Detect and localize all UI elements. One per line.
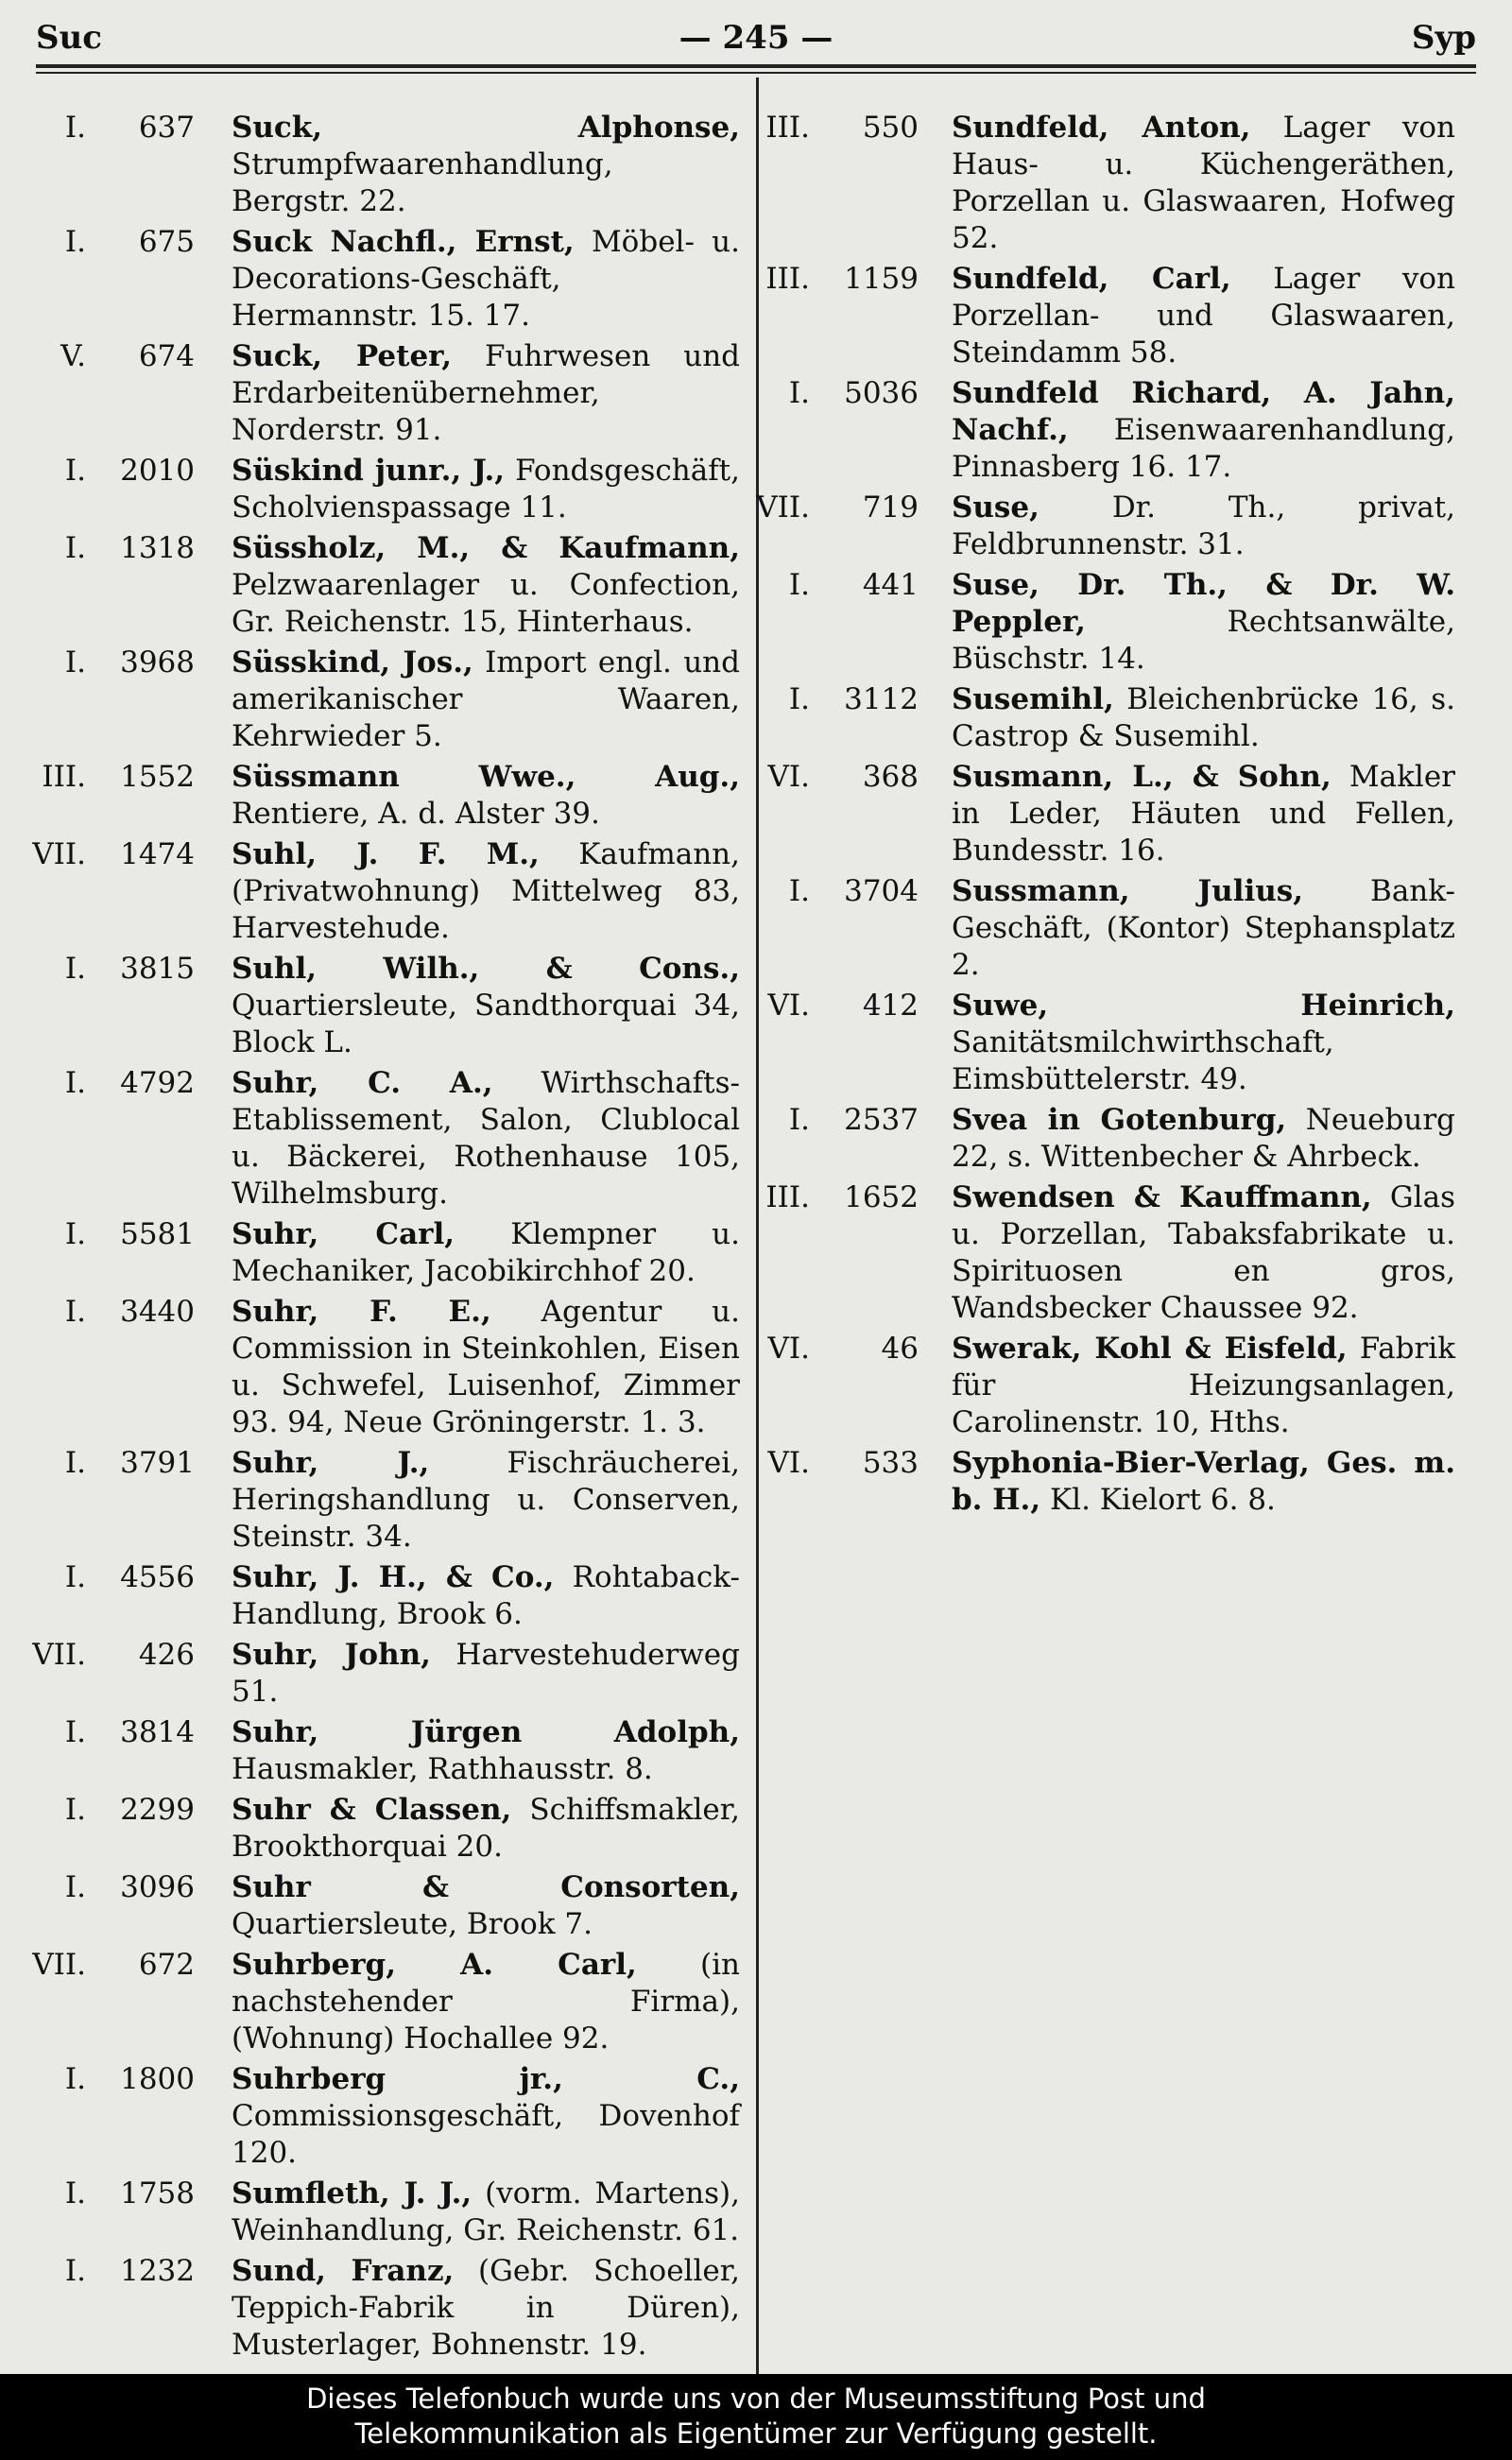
entry-details: Fondsgeschäft, Scholvienspassage 11. — [232, 454, 740, 525]
line-number: 1758 — [120, 2176, 195, 2211]
entry-text — [232, 1216, 740, 1290]
directory-entry — [756, 1445, 1455, 1519]
directory-entry — [756, 873, 1455, 984]
entry-text — [232, 1637, 740, 1711]
directory-entry — [45, 338, 740, 449]
entry-details: Bleichenbrücke 16, s. Castrop & Susemihl. — [952, 682, 1455, 753]
entry-text — [952, 261, 1455, 371]
entry-name: Sumfleth, J. J., — [232, 2176, 472, 2211]
entry-details: Sanitätsmilchwirthschaft, Eimsbüttelerstr. 49. — [952, 1025, 1334, 1096]
entry-name: Sundfeld, Carl, — [952, 262, 1231, 296]
directory-entry — [756, 375, 1455, 486]
entry-name: Swendsen & Kauffmann, — [952, 1180, 1372, 1214]
entry-details: Rentiere, A. d. Alster 39. — [232, 797, 600, 831]
entry-text — [232, 645, 740, 755]
directory-entry — [756, 110, 1455, 257]
exchange-district: I. — [788, 376, 810, 410]
line-number: 719 — [862, 490, 919, 525]
exchange-district: I. — [64, 1295, 86, 1329]
exchange-district: I. — [64, 2176, 86, 2211]
entry-details: (Gebr. Schoeller, Teppich-Fabrik in Düren), Musterlager, Bohnenstr. 19. — [232, 2254, 741, 2362]
directory-entry — [32, 836, 740, 947]
entry-details: Neueburg 22, s. Wittenbecher & Ahrbeck. — [952, 1103, 1456, 1174]
exchange-district: VII. — [32, 1948, 86, 1982]
entry-text — [232, 338, 740, 449]
entry-name: Suhr, C. A., — [232, 1066, 493, 1100]
line-number: 5581 — [120, 1217, 195, 1251]
line-number: 2537 — [844, 1103, 919, 1137]
line-number: 3096 — [120, 1870, 195, 1904]
line-number: 3815 — [120, 952, 195, 986]
entry-name: Suhrberg, A. Carl, — [232, 1948, 637, 1982]
entry-details: (vorm. Martens), Weinhandlung, Gr. Reichenstr. 61. — [232, 2176, 740, 2247]
entry-details: Fabrik für Heizungsanlagen, Carolinenstr. 10, Hths. — [952, 1332, 1455, 1439]
line-number: 637 — [138, 111, 195, 145]
entry-text — [952, 681, 1455, 755]
line-number: 4792 — [120, 1066, 195, 1100]
exchange-district: VI. — [767, 989, 810, 1023]
line-number: 675 — [138, 225, 195, 259]
entry-details: Lager von Haus- u. Küchengeräthen, Porzellan u. Glaswaaren, Hofweg 52. — [952, 111, 1455, 255]
entry-name: Suhl, Wilh., & Cons., — [232, 952, 740, 986]
line-number: 426 — [138, 1638, 195, 1672]
line-number: 1552 — [120, 760, 195, 794]
left-column — [32, 110, 741, 2367]
directory-entry — [756, 1102, 1455, 1176]
entry-details: Quartiersleute, Sandthorquai 34, Block L. — [232, 989, 740, 1059]
directory-entry — [32, 1637, 740, 1711]
entry-text — [952, 988, 1455, 1098]
entry-text — [952, 375, 1455, 486]
line-number: 441 — [862, 568, 919, 602]
entry-details: Import engl. und amerikanischer Waaren, Kehrwieder 5. — [232, 645, 740, 753]
directory-entry — [756, 681, 1455, 755]
entry-text — [232, 110, 740, 220]
entry-details: Commissionsgeschäft, Dovenhof 120. — [232, 2099, 740, 2170]
directory-entry — [756, 1331, 1455, 1441]
exchange-district: VI. — [767, 1332, 810, 1366]
exchange-district: I. — [788, 682, 810, 716]
entry-text — [232, 530, 740, 641]
entry-text — [232, 1714, 740, 1788]
exchange-district: I. — [788, 1103, 810, 1137]
right-column — [756, 110, 1455, 1522]
entry-name: Suhr & Consorten, — [232, 1870, 740, 1904]
exchange-district: I. — [64, 1217, 86, 1251]
entry-name: Sund, Franz, — [232, 2254, 455, 2288]
page-number: — 245 — — [679, 19, 833, 57]
entry-details: Bank-Geschäft, (Kontor) Stephansplatz 2. — [952, 874, 1455, 982]
entry-text — [952, 1331, 1455, 1441]
entry-name: Suhr, Jürgen Adolph, — [232, 1715, 740, 1749]
entry-details: Rohtaback-Handlung, Brook 6. — [232, 1560, 740, 1631]
exchange-district: I. — [64, 2062, 86, 2096]
directory-entry — [45, 951, 740, 1061]
line-number: 3814 — [120, 1715, 195, 1749]
directory-entry — [45, 1869, 740, 1943]
entry-details: Strumpfwaarenhandlung, Bergstr. 22. — [232, 147, 613, 218]
exchange-district: I. — [64, 1870, 86, 1904]
entry-name: Suck, Alphonse, — [232, 111, 740, 145]
entry-name: Suck, Peter, — [232, 339, 453, 373]
line-number: 5036 — [844, 376, 919, 410]
entry-text — [232, 453, 740, 526]
header-rule — [36, 64, 1476, 68]
entry-name: Suhr, J., — [232, 1446, 430, 1480]
line-number: 1232 — [120, 2254, 195, 2288]
entry-details: Lager von Porzellan- und Glaswaaren, Steindamm 58. — [952, 262, 1455, 370]
directory-entry — [756, 567, 1455, 678]
line-number: 1474 — [120, 837, 195, 871]
line-number: 3704 — [844, 874, 919, 908]
exchange-district: I. — [64, 111, 86, 145]
directory-entry — [45, 1216, 740, 1290]
line-number: 3791 — [120, 1446, 195, 1480]
entry-name: Swerak, Kohl & Eisfeld, — [952, 1332, 1348, 1366]
entry-details: Fuhrwesen und Erdarbeitenübernehmer, Norderstr. 91. — [232, 339, 741, 447]
directory-entry — [45, 224, 740, 335]
exchange-district: I. — [64, 645, 86, 680]
entry-name: Sussmann, Julius, — [952, 874, 1304, 908]
entry-name: Susmann, L., & Sohn, — [952, 760, 1332, 794]
directory-entry — [45, 2176, 740, 2249]
exchange-district: I. — [64, 1793, 86, 1827]
line-number: 672 — [138, 1948, 195, 1982]
entry-name: Suse, — [952, 490, 1040, 525]
exchange-district: VI. — [767, 1446, 810, 1480]
directory-entry — [45, 110, 740, 220]
entry-name: Svea in Gotenburg, — [952, 1103, 1287, 1137]
entry-text — [232, 1792, 740, 1866]
entry-name: Syphonia-Bier-Verlag, Ges. m. b. H., — [952, 1446, 1455, 1517]
entry-details: Fischräucherei, Heringshandlung u. Conserven, Steinstr. 34. — [232, 1446, 740, 1554]
line-number: 412 — [862, 989, 919, 1023]
entry-details: Pelzwaarenlager u. Confection, Gr. Reichenstr. 15, Hinterhaus. — [232, 568, 740, 639]
entry-name: Sundfeld Richard, A. Jahn, Nachf., — [952, 376, 1455, 447]
line-number: 533 — [862, 1446, 919, 1480]
directory-entry — [45, 1714, 740, 1788]
directory-entry — [756, 988, 1455, 1098]
entry-details: Dr. Th., privat, Feldbrunnenstr. 31. — [952, 490, 1455, 561]
entry-name: Suhrberg jr., C., — [232, 2062, 740, 2096]
header-left-keyword: Suc — [36, 19, 102, 57]
entry-name: Süssholz, M., & Kaufmann, — [232, 531, 740, 565]
directory-entry — [45, 453, 740, 526]
entry-text — [232, 759, 740, 833]
entry-details: Agentur u. Commission in Steinkohlen, Eisen u. Schwefel, Luisenhof, Zimmer 93. 94, Neue Gröningerstr. 1. 3. — [232, 1295, 740, 1439]
line-number: 1652 — [844, 1180, 919, 1214]
directory-entry — [45, 1294, 740, 1441]
footer-line-2: Telekommunikation als Eigentümer zur Verfügung gestellt. — [354, 2417, 1158, 2450]
directory-entry — [45, 1559, 740, 1633]
entry-text — [232, 2176, 740, 2249]
line-number: 3968 — [120, 645, 195, 680]
line-number: 1800 — [120, 2062, 195, 2096]
entry-name: Suck Nachfl., Ernst, — [232, 225, 575, 259]
entry-text — [952, 1179, 1455, 1327]
exchange-district: I. — [64, 2254, 86, 2288]
entry-text — [952, 567, 1455, 678]
entry-details: Rechtsanwälte, Büschstr. 14. — [952, 605, 1455, 676]
entry-text — [232, 1559, 740, 1633]
header-rule-thin — [36, 72, 1476, 74]
entry-details: Möbel- u. Decorations-Geschäft, Hermannstr. 15. 17. — [232, 225, 740, 333]
line-number: 368 — [862, 760, 919, 794]
exchange-district: I. — [64, 531, 86, 565]
entry-details: Kaufmann, (Privatwohnung) Mittelweg 83, Harvestehude. — [232, 837, 740, 945]
entry-name: Süsskind, Jos., — [232, 645, 473, 680]
exchange-district: I. — [788, 874, 810, 908]
entry-details: (in nachstehender Firma), (Wohnung) Hochallee 92. — [232, 1948, 740, 2056]
footer-notice — [0, 2374, 1512, 2460]
directory-entry — [42, 759, 740, 833]
directory-entry — [45, 1792, 740, 1866]
entry-text — [232, 2253, 740, 2364]
header-right-keyword: Syp — [1411, 19, 1476, 57]
directory-entry — [32, 1947, 740, 2057]
entry-text — [232, 1445, 740, 1556]
line-number: 674 — [138, 339, 195, 373]
entry-name: Suhr, F. E., — [232, 1295, 491, 1329]
entry-text — [232, 1869, 740, 1943]
entry-text — [232, 224, 740, 335]
line-number: 46 — [881, 1332, 919, 1366]
exchange-district: III. — [42, 760, 86, 794]
entry-name: Suse, Dr. Th., & Dr. W. Peppler, — [952, 568, 1455, 639]
directory-entry — [756, 1179, 1455, 1327]
entry-text — [232, 951, 740, 1061]
exchange-district: VI. — [767, 760, 810, 794]
exchange-district: I. — [64, 225, 86, 259]
line-number: 1159 — [844, 262, 919, 296]
entry-text — [952, 1102, 1455, 1176]
entry-details: Wirthschafts-Etablissement, Salon, Clublocal u. Bäckerei, Rothenhause 105, Wilhelmsburg. — [232, 1066, 740, 1211]
entry-name: Suhl, J. F. M., — [232, 837, 540, 871]
entry-text — [232, 1065, 740, 1213]
exchange-district: I. — [64, 1715, 86, 1749]
exchange-district: I. — [64, 952, 86, 986]
entry-text — [232, 836, 740, 947]
page-header — [36, 13, 1476, 66]
entry-details: Harvestehuderweg 51. — [232, 1638, 740, 1709]
directory-entry — [756, 261, 1455, 371]
footer-line-1: Dieses Telefonbuch wurde uns von der Museumsstiftung Post und — [306, 2383, 1206, 2415]
exchange-district: III. — [765, 262, 810, 296]
entry-name: Suhr, Carl, — [232, 1217, 455, 1251]
exchange-district: III. — [765, 1180, 810, 1214]
entry-text — [952, 759, 1455, 869]
entry-name: Suhr, John, — [232, 1638, 431, 1672]
exchange-district: III. — [765, 111, 810, 145]
exchange-district: I. — [64, 1066, 86, 1100]
entry-text — [952, 490, 1455, 563]
exchange-district: VII. — [32, 837, 86, 871]
directory-entry — [756, 490, 1455, 563]
exchange-district: I. — [64, 1446, 86, 1480]
entry-name: Süssmann Wwe., Aug., — [232, 760, 740, 794]
entry-details: Glas u. Porzellan, Tabaksfabrikate u. Spirituosen en gros, Wandsbecker Chaussee 92. — [952, 1180, 1455, 1325]
entry-text — [232, 2061, 740, 2172]
entry-details: Klempner u. Mechaniker, Jacobikirchhof 20. — [232, 1217, 740, 1288]
entry-name: Süskind junr., J., — [232, 454, 506, 488]
exchange-district: I. — [64, 454, 86, 488]
entry-details: Eisenwaarenhandlung, Pinnasberg 16. 17. — [952, 413, 1455, 484]
exchange-district: V. — [60, 339, 86, 373]
entry-name: Suhr, J. H., & Co., — [232, 1560, 555, 1594]
entry-name: Sundfeld, Anton, — [952, 111, 1251, 145]
exchange-district: VII. — [756, 490, 810, 525]
line-number: 550 — [862, 111, 919, 145]
entry-text — [232, 1947, 740, 2057]
entry-details: Hausmakler, Rathhausstr. 8. — [232, 1752, 653, 1786]
directory-entry — [45, 645, 740, 755]
exchange-district: VII. — [32, 1638, 86, 1672]
directory-entry — [45, 1445, 740, 1556]
exchange-district: I. — [64, 1560, 86, 1594]
line-number: 3112 — [844, 682, 919, 716]
entry-details: Makler in Leder, Häuten und Fellen, Bundesstr. 16. — [952, 760, 1455, 868]
line-number: 2299 — [120, 1793, 195, 1827]
directory-entry — [45, 530, 740, 641]
entry-details: Quartiersleute, Brook 7. — [232, 1907, 593, 1941]
directory-entry — [45, 2061, 740, 2172]
entry-text — [952, 110, 1455, 257]
entry-text — [952, 1445, 1455, 1519]
line-number: 1318 — [120, 531, 195, 565]
directory-entry — [756, 759, 1455, 869]
directory-entry — [45, 1065, 740, 1213]
directory-entry — [45, 2253, 740, 2364]
line-number: 3440 — [120, 1295, 195, 1329]
entry-text — [232, 1294, 740, 1441]
line-number: 2010 — [120, 454, 195, 488]
line-number: 4556 — [120, 1560, 195, 1594]
entry-text — [952, 873, 1455, 984]
entry-name: Suhr & Classen, — [232, 1793, 512, 1827]
entry-details: Schiffsmakler, Brookthorquai 20. — [232, 1793, 740, 1864]
entry-details: Kl. Kielort 6. 8. — [1040, 1483, 1276, 1517]
entry-name: Suwe, Heinrich, — [952, 989, 1455, 1023]
exchange-district: I. — [788, 568, 810, 602]
entry-name: Susemihl, — [952, 682, 1114, 716]
